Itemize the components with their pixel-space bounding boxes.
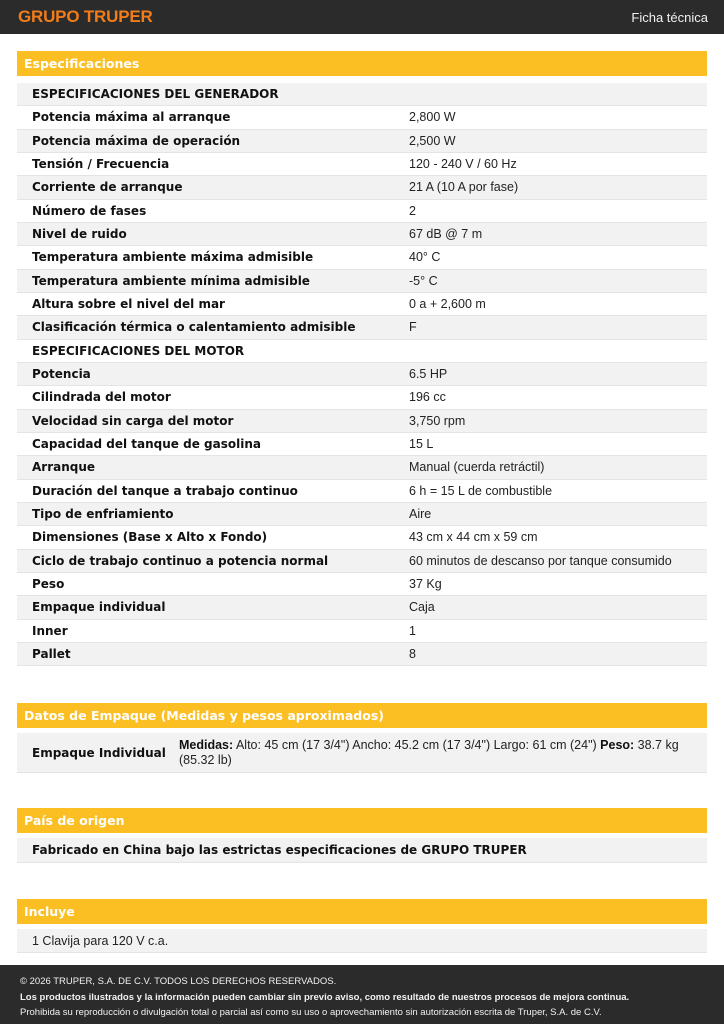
spec-row <box>17 176 707 199</box>
spec-label: Velocidad sin carga del motor <box>32 413 234 428</box>
spec-value: 196 cc <box>409 390 446 405</box>
footer-legal: Prohibida su reproducción o divulgación total o parcial así como su uso o aprovechamiento sin autorización escrita de Truper, S.A. de C.V. <box>20 1007 602 1018</box>
spec-label: Dimensiones (Base x Alto x Fondo) <box>32 530 268 545</box>
spec-label: Temperatura ambiente mínima admisible <box>32 273 310 288</box>
spec-row <box>17 596 707 619</box>
spec-label: Arranque <box>32 460 96 475</box>
spec-row <box>17 456 707 479</box>
spec-label: Potencia máxima al arranque <box>32 110 231 125</box>
spec-value: 6.5 HP <box>409 367 448 382</box>
spec-table <box>17 83 707 666</box>
spec-row <box>17 293 707 316</box>
spec-row <box>17 620 707 643</box>
spec-value: 3,750 rpm <box>409 413 466 428</box>
spec-label: Potencia <box>32 367 91 382</box>
spec-value: 21 A (10 A por fase) <box>409 180 519 195</box>
weight-value: 38.7 kg (85.32 lb) <box>179 737 679 767</box>
spec-value: Manual (cuerda retráctil) <box>409 460 545 475</box>
spec-row <box>17 643 707 666</box>
origin-text: Fabricado en China bajo las estrictas especificaciones de GRUPO TRUPER <box>17 838 707 863</box>
spec-value: 2 <box>409 203 416 218</box>
spec-value: Aire <box>409 507 432 522</box>
spec-row <box>17 550 707 573</box>
brand-logo: GRUPO TRUPER <box>18 7 153 26</box>
packaging-value <box>179 738 707 768</box>
includes-text: 1 Clavija para 120 V c.a. <box>17 929 707 953</box>
spec-label: Tipo de enfriamiento <box>32 507 174 522</box>
footer-notice: Los productos ilustrados y la información pueden cambiar sin previo aviso, como resultado de nuestros procesos de mejora continua. <box>20 991 630 1003</box>
spec-label: Nivel de ruido <box>32 227 127 242</box>
spec-value: 8 <box>409 647 416 662</box>
measures-value: Alto: 45 cm (17 3/4") Ancho: 45.2 cm (17 3/4") Largo: 61 cm (24") <box>233 737 601 752</box>
spec-row <box>17 410 707 433</box>
spec-row <box>17 340 707 363</box>
spec-label: Corriente de arranque <box>32 180 183 195</box>
spec-row <box>17 270 707 293</box>
spec-value: F <box>409 320 417 335</box>
section-header-specs: Especificaciones <box>17 51 707 76</box>
measures-label: Medidas: <box>179 737 234 752</box>
spec-label: Altura sobre el nivel del mar <box>32 297 225 312</box>
spec-row <box>17 200 707 223</box>
spec-label: Potencia máxima de operación <box>32 133 241 148</box>
spec-label: Tensión / Frecuencia <box>32 157 170 172</box>
spec-label: Número de fases <box>32 203 147 218</box>
spec-label: Temperatura ambiente máxima admisible <box>32 250 314 265</box>
packaging-row <box>17 733 707 773</box>
spec-row <box>17 480 707 503</box>
footer <box>0 965 724 1024</box>
spec-row <box>17 433 707 456</box>
spec-row <box>17 386 707 409</box>
spec-row <box>17 83 707 106</box>
spec-value: 6 h = 15 L de combustible <box>409 483 553 498</box>
spec-row <box>17 573 707 596</box>
spec-row <box>17 316 707 339</box>
spec-value: 37 Kg <box>409 577 442 592</box>
spec-value: 1 <box>409 623 416 638</box>
spec-value: 43 cm x 44 cm x 59 cm <box>409 530 538 545</box>
spec-value: 67 dB @ 7 m <box>409 227 483 242</box>
spec-value: 2,800 W <box>409 110 456 125</box>
spec-row <box>17 130 707 153</box>
weight-label: Peso: <box>600 737 635 752</box>
spec-row <box>17 106 707 129</box>
spec-value: Caja <box>409 600 435 615</box>
spec-value: 60 minutos de descanso por tanque consumido <box>409 553 672 568</box>
spec-row <box>17 503 707 526</box>
spec-label: Duración del tanque a trabajo continuo <box>32 483 298 498</box>
packaging-label: Empaque Individual <box>32 745 166 760</box>
spec-label: ESPECIFICACIONES DEL GENERADOR <box>32 87 279 102</box>
spec-label: Empaque individual <box>32 600 166 615</box>
spec-label: Ciclo de trabajo continuo a potencia normal <box>32 553 329 568</box>
spec-value: -5° C <box>409 273 438 288</box>
spec-label: Cilindrada del motor <box>32 390 171 405</box>
spec-label: Clasificación térmica o calentamiento admisible <box>32 320 356 335</box>
spec-row <box>17 153 707 176</box>
spec-value: 40° C <box>409 250 441 265</box>
spec-row <box>17 246 707 269</box>
spec-row <box>17 223 707 246</box>
spec-label: Peso <box>32 577 65 592</box>
spec-value: 0 a + 2,600 m <box>409 297 486 312</box>
spec-label: Pallet <box>32 647 71 662</box>
spec-value: 15 L <box>409 437 434 452</box>
spec-row <box>17 526 707 549</box>
section-header-origin: País de origen <box>17 808 707 833</box>
spec-label: Inner <box>32 623 68 638</box>
spec-value: 120 - 240 V / 60 Hz <box>409 157 517 172</box>
spec-value: 2,500 W <box>409 133 456 148</box>
spec-label: Capacidad del tanque de gasolina <box>32 437 261 452</box>
footer-copyright: © 2026 TRUPER, S.A. DE C.V. TODOS LOS DERECHOS RESERVADOS. <box>20 976 337 987</box>
spec-label: ESPECIFICACIONES DEL MOTOR <box>32 343 245 358</box>
section-header-includes: Incluye <box>17 899 707 924</box>
spec-row <box>17 363 707 386</box>
top-bar <box>0 0 724 34</box>
section-header-packaging: Datos de Empaque (Medidas y pesos aproximados) <box>17 703 707 728</box>
document-type: Ficha técnica <box>631 9 708 25</box>
